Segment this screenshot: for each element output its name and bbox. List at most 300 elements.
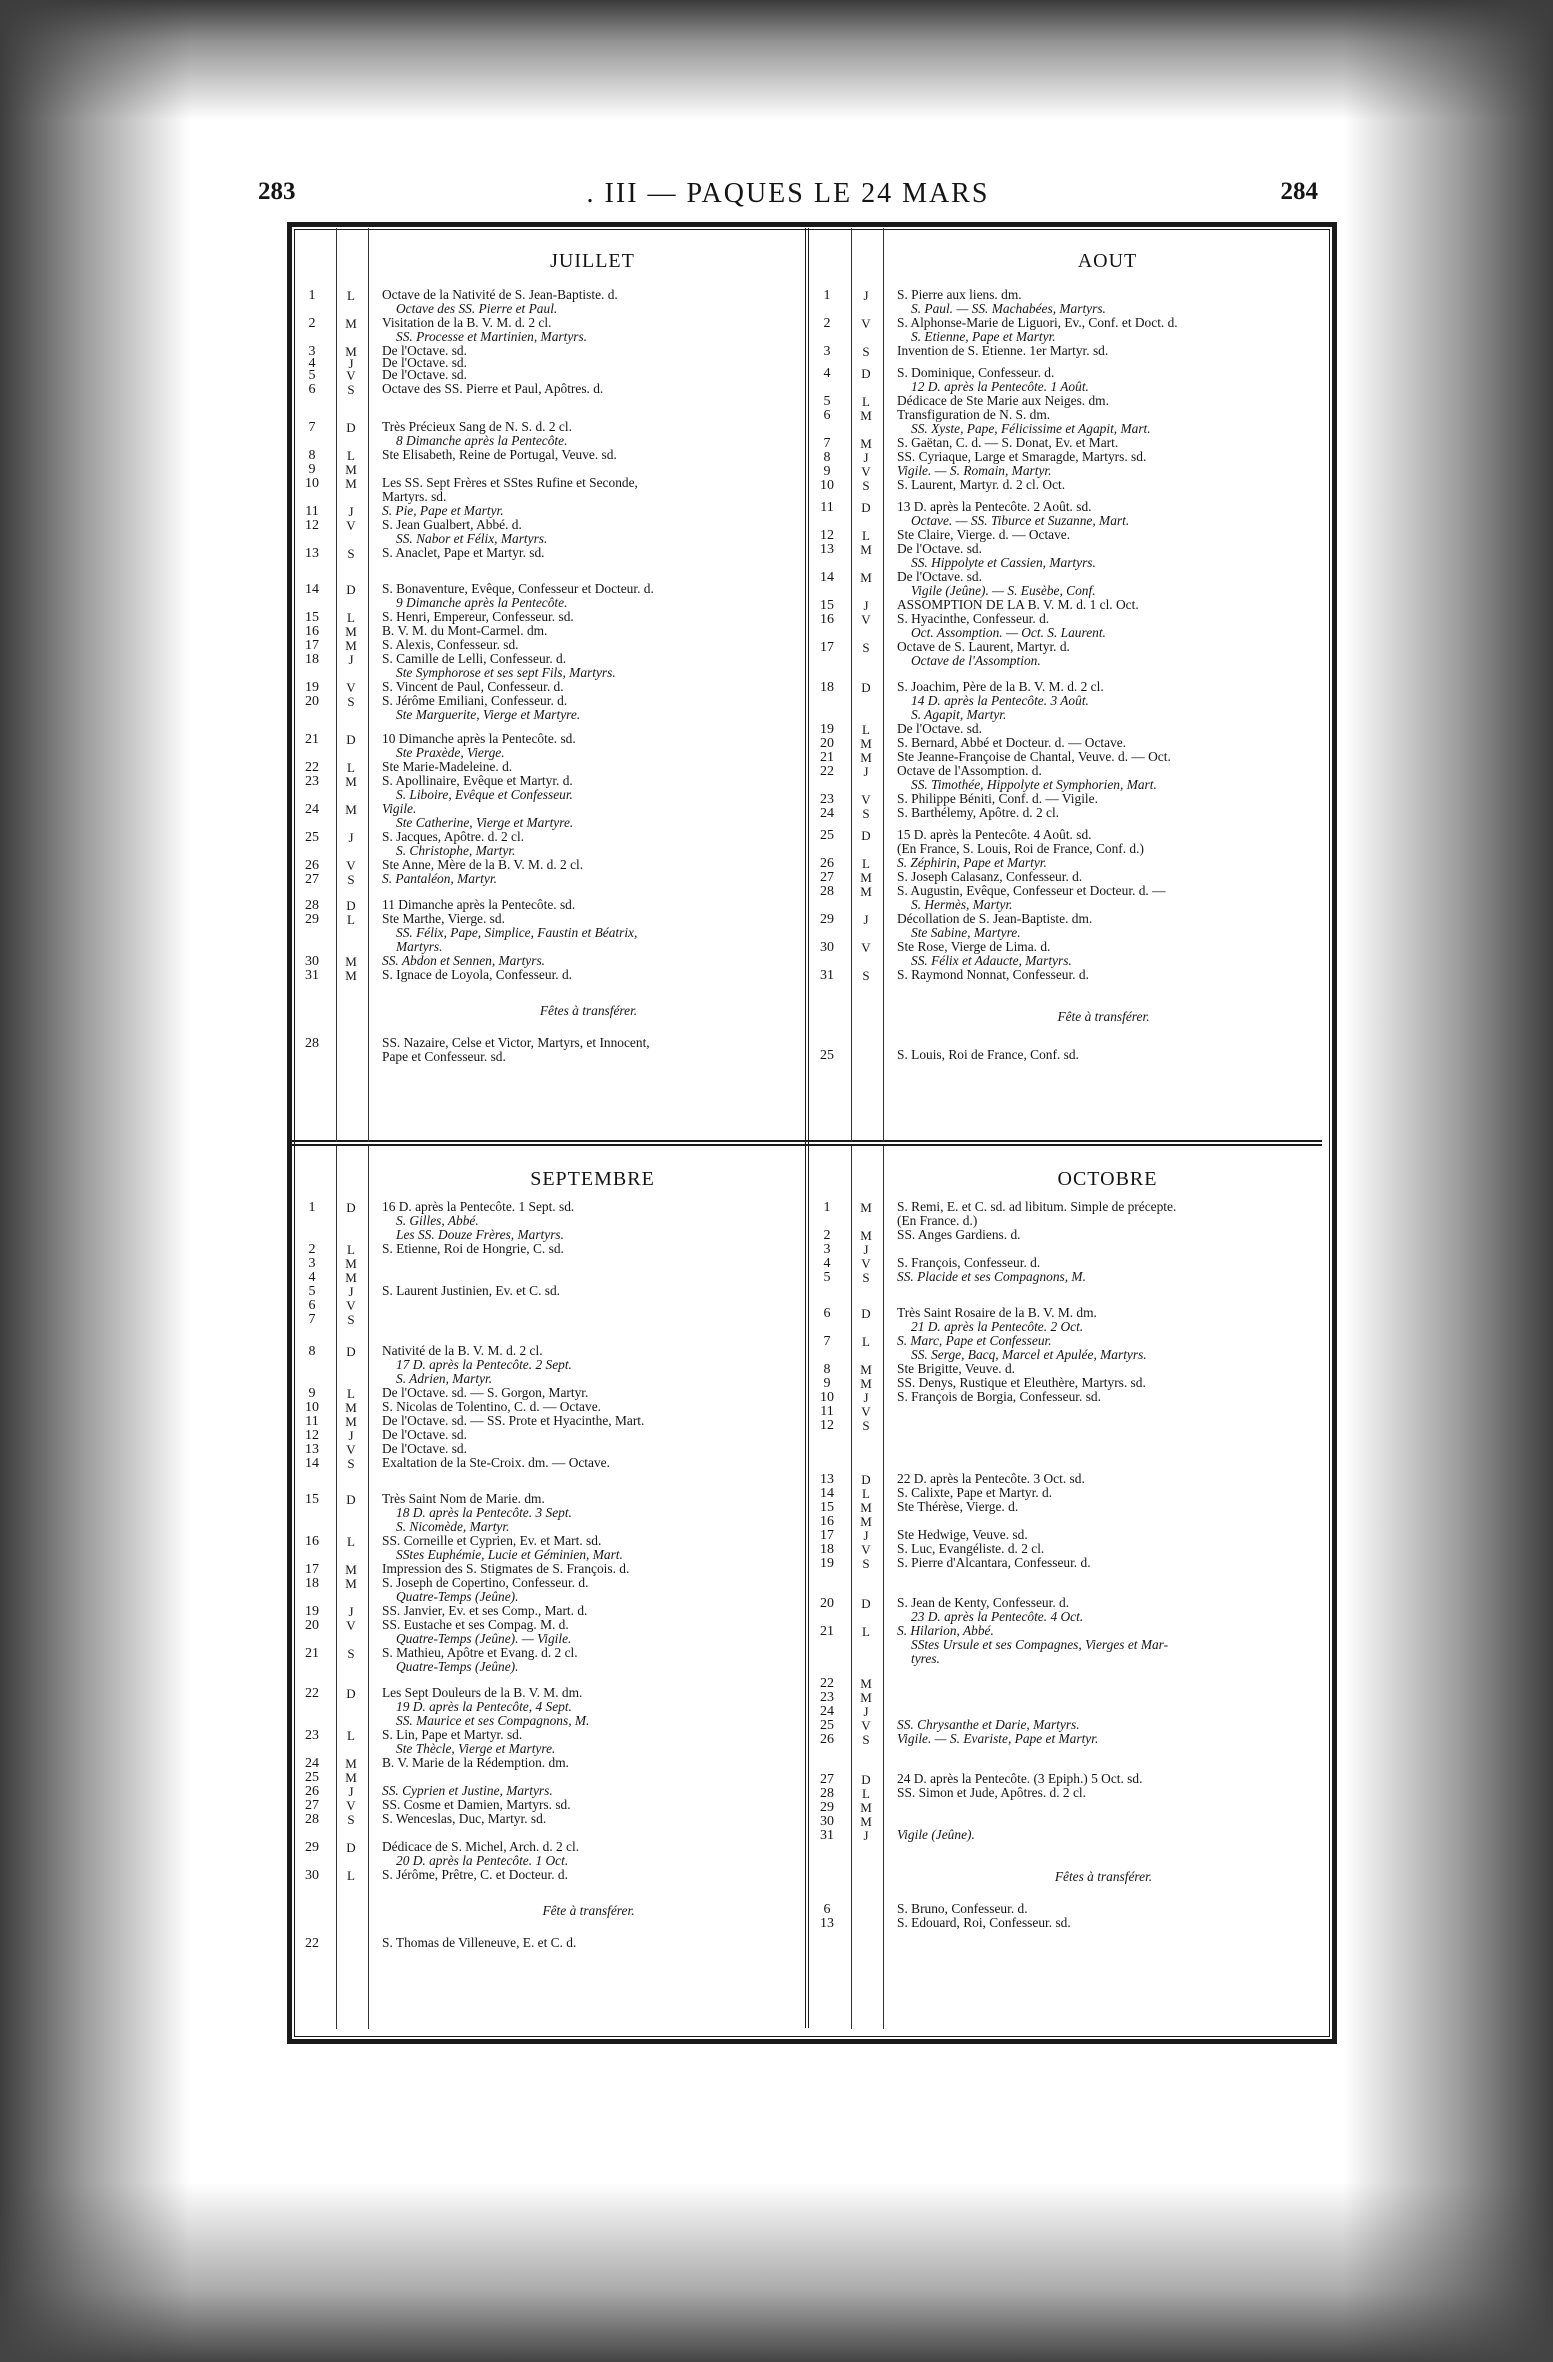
commemoration-line: S. Hermès, Martyr.	[911, 897, 1013, 912]
day-number: 11	[305, 1414, 319, 1429]
commemoration-line: S. Liboire, Evêque et Confesseur.	[396, 787, 573, 802]
commemoration-line: Ste Catherine, Vierge et Martyre.	[396, 815, 574, 830]
weekday-letter: S	[862, 1732, 870, 1747]
weekday-letter: M	[345, 316, 357, 331]
weekday-letter: V	[861, 612, 871, 627]
day-number: 28	[305, 1036, 319, 1051]
weekday-letter: D	[861, 680, 871, 695]
commemoration-line: SS. Abdon et Sennen, Martyrs.	[382, 953, 546, 968]
commemoration-line: SStes Euphémie, Lucie et Géminien, Mart.	[396, 1547, 623, 1562]
commemoration-line: SS. Xyste, Pape, Félicissime et Agapit, Mart.	[911, 421, 1151, 436]
running-head	[258, 178, 1318, 214]
weekday-letter: D	[861, 1306, 871, 1321]
weekday-letter: J	[863, 912, 869, 927]
commemoration-line: S. Hilarion, Abbé.	[897, 1623, 994, 1638]
weekday-letter: V	[346, 1798, 356, 1813]
feast-line: S. Mathieu, Apôtre et Evang. d. 2 cl.	[382, 1645, 578, 1660]
feast-line: S. Laurent, Martyr. d. 2 cl. Oct.	[897, 477, 1066, 492]
commemoration-line: Oct. Assomption. — Oct. S. Laurent.	[911, 625, 1106, 640]
feast-line: SS. Corneille et Cyprien, Ev. et Mart. sd.	[382, 1533, 602, 1548]
weekday-letter: M	[860, 1514, 872, 1529]
day-number: 24	[820, 806, 834, 821]
weekday-letter: L	[347, 1386, 355, 1401]
commemoration-line: SS. Félix, Pape, Simplice, Faustin et Béatrix,	[396, 925, 638, 940]
weekday-letter: V	[861, 792, 871, 807]
commemoration-line: SS. Hippolyte et Cassien, Martyrs.	[911, 555, 1096, 570]
day-number: 10	[820, 1390, 834, 1405]
feast-line: SS. Nazaire, Celse et Victor, Martyrs, et Innocent,	[382, 1035, 650, 1050]
day-number: 2	[823, 316, 831, 331]
commemoration-line: Vigile. — S. Romain, Martyr.	[897, 463, 1052, 478]
day-number: 3	[308, 344, 316, 359]
day-number: 2	[308, 1242, 316, 1257]
weekday-letter: V	[346, 368, 356, 383]
weekday-letter: M	[860, 570, 872, 585]
weekday-letter: V	[861, 1404, 871, 1419]
day-number: 22	[305, 1936, 319, 1951]
weekday-letter: L	[862, 722, 870, 737]
feast-line: SS. Denys, Rustique et Eleuthère, Martyrs. sd.	[897, 1375, 1146, 1390]
commemoration-line: SS. Félix et Adaucte, Martyrs.	[911, 953, 1072, 968]
month-aout	[807, 228, 1322, 1142]
weekday-letter: D	[346, 1492, 356, 1507]
weekday-letter: M	[860, 1500, 872, 1515]
weekday-letter: L	[347, 760, 355, 775]
weekday-letter: L	[347, 912, 355, 927]
day-number: 29	[820, 1800, 834, 1815]
feast-line: S. Pierre aux liens. dm.	[897, 287, 1022, 302]
feast-line: Ste Jeanne-Françoise de Chantal, Veuve. d. — Oct.	[897, 749, 1171, 764]
day-number: 26	[305, 1784, 319, 1799]
feast-line: 13 D. après la Pentecôte. 2 Août. sd.	[897, 499, 1092, 514]
day-number: 1	[308, 1200, 316, 1215]
day-number: 16	[820, 612, 834, 627]
day-number: 17	[820, 640, 834, 655]
day-number: 29	[305, 1840, 319, 1855]
day-number: 10	[820, 478, 834, 493]
day-number: 30	[820, 940, 834, 955]
day-number: 17	[305, 638, 319, 653]
day-number: 25	[820, 1718, 834, 1733]
weekday-letter: M	[860, 1362, 872, 1377]
day-number: 4	[823, 366, 831, 381]
feast-line: Ste Claire, Vierge. d. — Octave.	[897, 527, 1071, 542]
feast-line: S. Joseph de Copertino, Confesseur. d.	[382, 1575, 589, 1590]
feast-line: SS. Anges Gardiens. d.	[897, 1227, 1021, 1242]
weekday-letter: D	[861, 500, 871, 515]
weekday-letter: M	[860, 542, 872, 557]
feast-line: S. Jérôme Emiliani, Confesseur. d.	[382, 693, 568, 708]
feast-line: Octave de l'Assomption. d.	[897, 763, 1042, 778]
feast-line: S. Alphonse-Marie de Liguori, Ev., Conf. et Doct. d.	[897, 315, 1178, 330]
feast-line: S. Edouard, Roi, Confesseur. sd.	[897, 1915, 1071, 1930]
feast-line: S. François, Confesseur. d.	[897, 1255, 1041, 1270]
commemoration-line: Ste Thècle, Vierge et Martyre.	[396, 1741, 556, 1756]
day-number: 2	[823, 1228, 831, 1243]
day-number: 21	[820, 1624, 834, 1639]
month-octobre	[807, 1146, 1322, 2029]
weekday-letter: L	[347, 1534, 355, 1549]
feast-line: S. Bruno, Confesseur. d.	[897, 1901, 1028, 1916]
day-number: 11	[820, 500, 834, 515]
weekday-letter: M	[860, 884, 872, 899]
day-number: 7	[308, 1312, 316, 1327]
weekday-letter: V	[861, 464, 871, 479]
weekday-letter: D	[861, 366, 871, 381]
commemoration-line: S. Pantaléon, Martyr.	[382, 871, 497, 886]
feast-line: De l'Octave. sd.	[897, 569, 982, 584]
day-number: 8	[823, 450, 831, 465]
feast-line: B. V. M. du Mont-Carmel. dm.	[382, 623, 548, 638]
weekday-letter: V	[346, 1442, 356, 1457]
commemoration-line: Vigile (Jeûne).	[897, 1827, 975, 1842]
day-number: 2	[308, 316, 316, 331]
feast-line: De l'Octave. sd. — SS. Prote et Hyacinthe, Mart.	[382, 1413, 645, 1428]
weekday-letter: J	[348, 1604, 354, 1619]
day-number: 9	[823, 1376, 831, 1391]
commemoration-line: Ste Symphorose et ses sept Fils, Martyrs.	[396, 665, 616, 680]
weekday-letter: S	[347, 1646, 355, 1661]
weekday-letter: M	[345, 954, 357, 969]
weekday-letter: M	[860, 1228, 872, 1243]
day-number: 15	[820, 1500, 834, 1515]
column-rule	[368, 1146, 369, 2029]
weekday-letter: M	[345, 624, 357, 639]
weekday-letter: M	[345, 1414, 357, 1429]
day-number: 26	[820, 1732, 834, 1747]
weekday-letter: L	[347, 288, 355, 303]
feast-line: S. Nicolas de Tolentino, C. d. — Octave.	[382, 1399, 601, 1414]
feast-line: S. Barthélemy, Apôtre. d. 2 cl.	[897, 805, 1060, 820]
feast-line: S. Bonaventure, Evêque, Confesseur et Docteur. d.	[382, 581, 654, 596]
feast-line: S. Gaëtan, C. d. — S. Donat, Ev. et Mart.	[897, 435, 1119, 450]
commemoration-line: SStes Ursule et ses Compagnes, Vierges et Mar-	[911, 1637, 1169, 1652]
feast-line: De l'Octave. sd.	[382, 355, 467, 370]
weekday-letter: M	[860, 1376, 872, 1391]
feast-line: S. Alexis, Confesseur. sd.	[382, 637, 519, 652]
weekday-letter: L	[347, 1242, 355, 1257]
day-number: 4	[308, 356, 316, 371]
day-number: 10	[305, 1400, 319, 1415]
column-rule	[368, 228, 369, 1142]
feast-line: 24 D. après la Pentecôte. (3 Epiph.) 5 Oct. sd.	[897, 1771, 1143, 1786]
weekday-letter: S	[347, 1312, 355, 1327]
weekday-letter: V	[861, 316, 871, 331]
feast-line: S. Anaclet, Pape et Martyr. sd.	[382, 545, 545, 560]
weekday-letter: J	[348, 652, 354, 667]
commemoration-line: S. Nicomède, Martyr.	[396, 1519, 510, 1534]
day-number: 23	[305, 774, 319, 789]
day-number: 21	[305, 732, 319, 747]
feast-line: Les SS. Sept Frères et SStes Rufine et Seconde,	[382, 475, 638, 490]
month-juillet	[292, 228, 807, 1142]
day-number: 9	[308, 1386, 316, 1401]
weekday-letter: J	[348, 504, 354, 519]
weekday-letter: D	[861, 1596, 871, 1611]
feast-line: SS. Janvier, Ev. et ses Comp., Mart. d.	[382, 1603, 588, 1618]
weekday-letter: M	[345, 1270, 357, 1285]
commemoration-line: SS. Chrysanthe et Darie, Martyrs.	[897, 1717, 1080, 1732]
feast-line: S. Etienne, Roi de Hongrie, C. sd.	[382, 1241, 564, 1256]
day-number: 27	[820, 870, 834, 885]
day-number: 13	[820, 1472, 834, 1487]
month-title: OCTOBRE	[1057, 1168, 1158, 1190]
day-number: 6	[823, 408, 831, 423]
commemoration-line: S. Pie, Pape et Martyr.	[382, 503, 504, 518]
day-number: 23	[820, 792, 834, 807]
day-number: 17	[305, 1562, 319, 1577]
weekday-letter: S	[862, 344, 870, 359]
day-number: 25	[305, 830, 319, 845]
feast-line: Transfiguration de N. S. dm.	[897, 407, 1051, 422]
feast-line: Impression des S. Stigmates de S. François. d.	[382, 1561, 630, 1576]
feast-line: S. Jean Gualbert, Abbé. d.	[382, 517, 522, 532]
feast-line: Très Saint Nom de Marie. dm.	[382, 1491, 545, 1506]
weekday-letter: L	[862, 1786, 870, 1801]
weekday-letter: M	[345, 1576, 357, 1591]
day-number: 1	[308, 288, 316, 303]
day-number: 20	[305, 1618, 319, 1633]
day-number: 9	[308, 462, 316, 477]
weekday-letter: M	[345, 968, 357, 983]
day-number: 20	[820, 1596, 834, 1611]
day-number: 8	[308, 1344, 316, 1359]
day-number: 18	[305, 1576, 319, 1591]
feast-line: De l'Octave. sd.	[382, 1441, 467, 1456]
day-number: 1	[823, 288, 831, 303]
weekday-letter: S	[862, 1556, 870, 1571]
commemoration-line: S. Gilles, Abbé.	[396, 1213, 479, 1228]
day-number: 25	[820, 1048, 834, 1063]
day-number: 4	[823, 1256, 831, 1271]
commemoration-line: 21 D. après la Pentecôte. 2 Oct.	[911, 1319, 1084, 1334]
day-number: 6	[823, 1306, 831, 1321]
weekday-letter: M	[860, 870, 872, 885]
transfer-heading: Fêtes à transférer.	[1054, 1869, 1153, 1884]
day-number: 5	[308, 1284, 316, 1299]
commemoration-line: 19 D. après la Pentecôte, 4 Sept.	[396, 1699, 572, 1714]
commemoration-line: S. Paul. — SS. Machabées, Martyrs.	[911, 301, 1106, 316]
weekday-letter: M	[860, 1676, 872, 1691]
commemoration-line: Vigile.	[382, 801, 417, 816]
transfer-heading: Fête à transférer.	[542, 1903, 635, 1918]
column-rule	[883, 1146, 884, 2029]
feast-line: Exaltation de la Ste-Croix. dm. — Octave.	[382, 1455, 610, 1470]
commemoration-line: SS. Serge, Bacq, Marcel et Apulée, Martyrs.	[911, 1347, 1147, 1362]
feast-line: (En France. d.)	[897, 1213, 978, 1228]
weekday-letter: M	[345, 774, 357, 789]
feast-line: 16 D. après la Pentecôte. 1 Sept. sd.	[382, 1199, 575, 1214]
day-number: 19	[305, 680, 319, 695]
weekday-letter: S	[347, 694, 355, 709]
weekday-letter: V	[346, 1618, 356, 1633]
day-number: 6	[308, 382, 316, 397]
weekday-letter: S	[862, 1270, 870, 1285]
feast-line: S. Louis, Roi de France, Conf. sd.	[897, 1047, 1079, 1062]
day-number: 3	[823, 344, 831, 359]
column-rule	[883, 228, 884, 1142]
day-number: 24	[820, 1704, 834, 1719]
day-number: 1	[823, 1200, 831, 1215]
feast-line: S. Jean de Kenty, Confesseur. d.	[897, 1595, 1070, 1610]
commemoration-line: 20 D. après la Pentecôte. 1 Oct.	[396, 1853, 569, 1868]
day-number: 11	[305, 504, 319, 519]
day-number: 12	[305, 518, 319, 533]
weekday-letter: V	[346, 858, 356, 873]
weekday-letter: J	[863, 1242, 869, 1257]
weekday-letter: D	[346, 898, 356, 913]
feast-line: 22 D. après la Pentecôte. 3 Oct. sd.	[897, 1471, 1085, 1486]
commemoration-line: Octave. — SS. Tiburce et Suzanne, Mart.	[911, 513, 1130, 528]
feast-line: SS. Cosme et Damien, Martyrs. sd.	[382, 1797, 571, 1812]
feast-line: S. Henri, Empereur, Confesseur. sd.	[382, 609, 574, 624]
weekday-letter: M	[860, 1800, 872, 1815]
day-number: 13	[305, 1442, 319, 1457]
weekday-letter: D	[346, 1840, 356, 1855]
day-number: 19	[820, 1556, 834, 1571]
day-number: 5	[823, 394, 831, 409]
day-number: 22	[820, 1676, 834, 1691]
weekday-letter: M	[345, 1256, 357, 1271]
commemoration-line: Octave de l'Assomption.	[911, 653, 1041, 668]
day-number: 3	[308, 1256, 316, 1271]
day-number: 20	[305, 694, 319, 709]
weekday-letter: J	[863, 1704, 869, 1719]
weekday-letter: D	[346, 1686, 356, 1701]
feast-line: S. Remi, E. et C. sd. ad libitum. Simple de précepte.	[897, 1199, 1177, 1214]
commemoration-line: tyres.	[911, 1651, 940, 1666]
transfer-heading: Fête à transférer.	[1057, 1009, 1150, 1024]
feast-line: S. Apollinaire, Evêque et Martyr. d.	[382, 773, 573, 788]
day-number: 25	[305, 1770, 319, 1785]
day-number: 20	[820, 736, 834, 751]
weekday-letter: J	[348, 1428, 354, 1443]
day-number: 28	[305, 898, 319, 913]
day-number: 16	[305, 624, 319, 639]
weekday-letter: S	[347, 382, 355, 397]
weekday-letter: L	[347, 1868, 355, 1883]
day-number: 31	[305, 968, 319, 983]
feast-line: S. Raymond Nonnat, Confesseur. d.	[897, 967, 1089, 982]
day-number: 12	[820, 528, 834, 543]
day-number: 18	[820, 680, 834, 695]
feast-line: S. François de Borgia, Confesseur. sd.	[897, 1389, 1101, 1404]
commemoration-line: SS. Maurice et ses Compagnons, M.	[396, 1713, 590, 1728]
commemoration-line: 8 Dimanche après la Pentecôte.	[396, 433, 568, 448]
commemoration-line: SS. Cyprien et Justine, Martyrs.	[382, 1783, 553, 1798]
feast-line: S. Luc, Evangéliste. d. 2 cl.	[897, 1541, 1045, 1556]
commemoration-line: 23 D. après la Pentecôte. 4 Oct.	[911, 1609, 1084, 1624]
weekday-letter: M	[860, 750, 872, 765]
day-number: 31	[820, 968, 834, 983]
commemoration-line: Vigile. — S. Evariste, Pape et Martyr.	[897, 1731, 1099, 1746]
weekday-letter: M	[860, 736, 872, 751]
feast-line: SS. Eustache et ses Compag. M. d.	[382, 1617, 569, 1632]
commemoration-line: Quatre-Temps (Jeûne). — Vigile.	[396, 1631, 572, 1646]
day-number: 22	[305, 760, 319, 775]
weekday-letter: J	[863, 1528, 869, 1543]
feast-line: Très Saint Rosaire de la B. V. M. dm.	[897, 1305, 1097, 1320]
day-number: 13	[820, 542, 834, 557]
day-number: 11	[820, 1404, 834, 1419]
feast-line: S. Pierre d'Alcantara, Confesseur. d.	[897, 1555, 1091, 1570]
page-number-left: 283	[258, 178, 296, 205]
commemoration-line: S. Christophe, Martyr.	[396, 843, 516, 858]
feast-line: S. Wenceslas, Duc, Martyr. sd.	[382, 1811, 547, 1826]
page-title: . III — PAQUES LE 24 MARS	[586, 178, 990, 209]
day-number: 14	[305, 1456, 319, 1471]
commemoration-line: 14 D. après la Pentecôte. 3 Août.	[911, 693, 1089, 708]
day-number: 15	[820, 598, 834, 613]
feast-line: S. Augustin, Evêque, Confesseur et Docteur. d. —	[897, 883, 1166, 898]
weekday-letter: D	[346, 582, 356, 597]
weekday-letter: J	[863, 764, 869, 779]
feast-line: Ste Hedwige, Veuve. sd.	[897, 1527, 1028, 1542]
weekday-letter: S	[347, 872, 355, 887]
day-number: 28	[820, 1786, 834, 1801]
feast-line: S. Jérôme, Prêtre, C. et Docteur. d.	[382, 1867, 568, 1882]
day-number: 30	[305, 954, 319, 969]
day-number: 6	[308, 1298, 316, 1313]
feast-line: S. Ignace de Loyola, Confesseur. d.	[382, 967, 573, 982]
commemoration-line: Ste Marguerite, Vierge et Martyre.	[396, 707, 581, 722]
day-number: 23	[820, 1690, 834, 1705]
feast-line: S. Bernard, Abbé et Docteur. d. — Octave.	[897, 735, 1127, 750]
month-title: AOUT	[1077, 250, 1138, 272]
feast-line: Ste Thérèse, Vierge. d.	[897, 1499, 1019, 1514]
feast-line: S. Vincent de Paul, Confesseur. d.	[382, 679, 564, 694]
day-number: 27	[820, 1772, 834, 1787]
weekday-letter: V	[861, 1718, 871, 1733]
feast-line: SS. Simon et Jude, Apôtres. d. 2 cl.	[897, 1785, 1086, 1800]
commemoration-line: Vigile (Jeûne). — S. Eusèbe, Conf.	[911, 583, 1096, 598]
day-number: 18	[820, 1542, 834, 1557]
day-number: 14	[305, 582, 319, 597]
weekday-letter: D	[861, 1472, 871, 1487]
commemoration-line: SS. Timothée, Hippolyte et Symphorien, Mart.	[911, 777, 1157, 792]
weekday-letter: L	[862, 1486, 870, 1501]
month-title: SEPTEMBRE	[530, 1168, 655, 1190]
day-number: 8	[308, 448, 316, 463]
weekday-letter: M	[860, 1200, 872, 1215]
commemoration-line: SS. Placide et ses Compagnons, M.	[897, 1269, 1086, 1284]
weekday-letter: J	[863, 450, 869, 465]
feast-line: Ste Marie-Madeleine. d.	[382, 759, 513, 774]
day-number: 25	[820, 828, 834, 843]
feast-line: Dédicace de Ste Marie aux Neiges. dm.	[897, 393, 1109, 408]
day-number: 17	[820, 1528, 834, 1543]
day-number: 16	[820, 1514, 834, 1529]
weekday-letter: L	[347, 448, 355, 463]
commemoration-line: Quatre-Temps (Jeûne).	[396, 1589, 519, 1604]
weekday-letter: S	[862, 1418, 870, 1433]
weekday-letter: S	[347, 546, 355, 561]
day-number: 28	[305, 1812, 319, 1827]
weekday-letter: L	[862, 1624, 870, 1639]
weekday-letter: L	[862, 394, 870, 409]
weekday-letter: S	[862, 478, 870, 493]
day-number: 19	[820, 722, 834, 737]
feast-line: Dédicace de S. Michel, Arch. d. 2 cl.	[382, 1839, 580, 1854]
feast-line: Ste Anne, Mère de la B. V. M. d. 2 cl.	[382, 857, 584, 872]
commemoration-line: 18 D. après la Pentecôte. 3 Sept.	[396, 1505, 572, 1520]
commemoration-line: SS. Nabor et Félix, Martyrs.	[396, 531, 548, 546]
feast-line: S. Laurent Justinien, Ev. et C. sd.	[382, 1283, 561, 1298]
day-number: 29	[305, 912, 319, 927]
day-number: 30	[820, 1814, 834, 1829]
weekday-letter: V	[346, 680, 356, 695]
day-number: 16	[305, 1534, 319, 1549]
